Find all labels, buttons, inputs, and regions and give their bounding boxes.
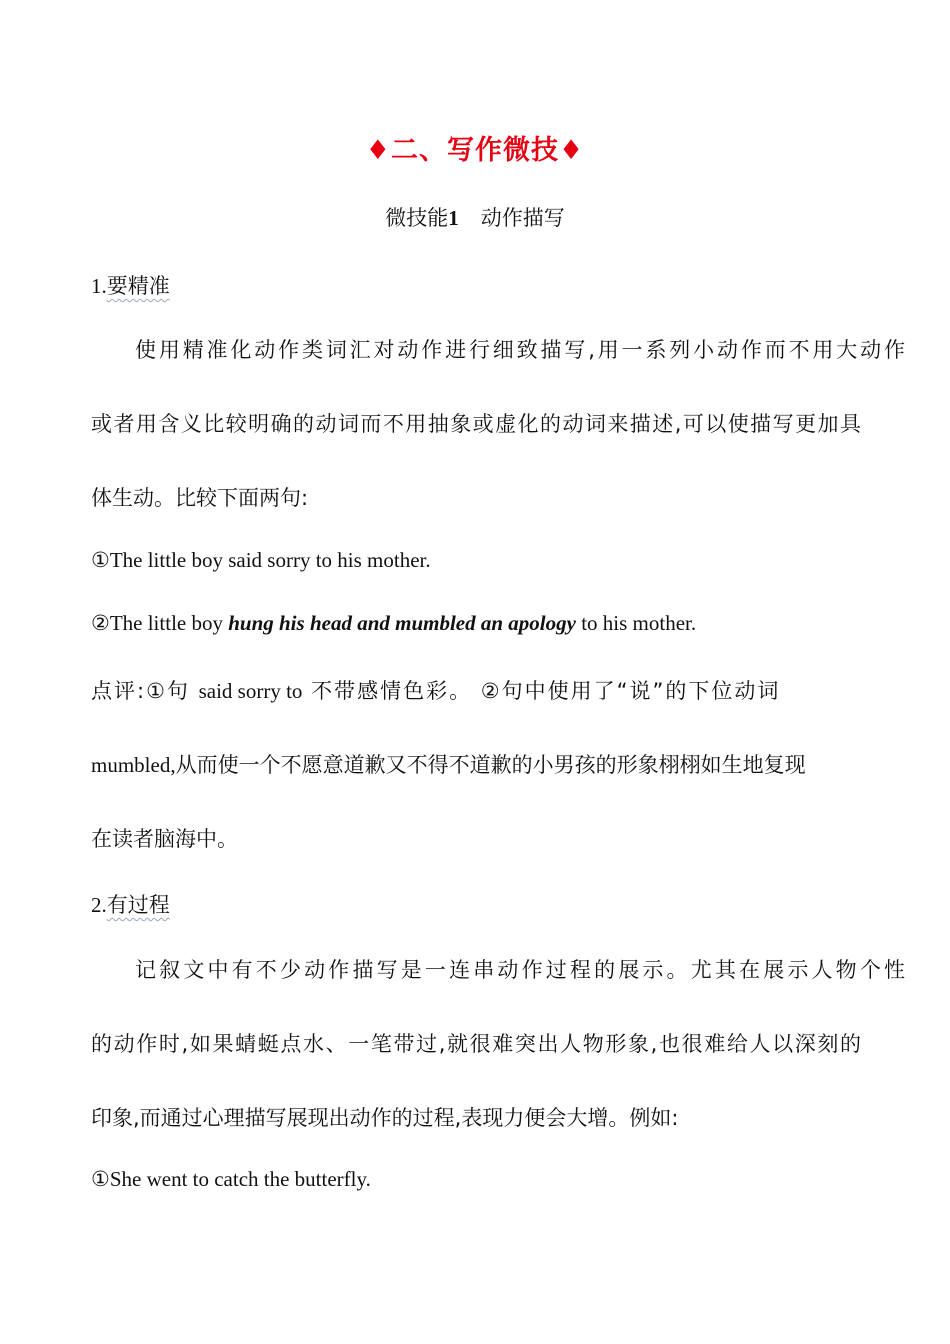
section1-para-line-1: 使用精准化动作类词汇对动作进行细致描写,用一系列小动作而不用大动作 <box>135 338 905 362</box>
section-title: ♦二、写作微技♦ <box>365 135 585 166</box>
comment-cn-1: ①句 <box>146 679 190 703</box>
section1-para-line-3: 体生动。比较下面两句: <box>91 486 309 510</box>
subtitle-topic: 动作描写 <box>480 206 565 230</box>
comment-en-1: said sorry to <box>198 679 303 703</box>
section2-para-line-3: 印象,而通过心理描写展现出动作的过程,表现力便会大增。例如: <box>91 1106 679 1130</box>
section2-example-1: ①She went to catch the butterfly. <box>91 1167 371 1191</box>
section1-label: 要精准 <box>106 274 170 298</box>
section2-label: 有过程 <box>106 893 170 917</box>
subtitle-number: 1 <box>448 206 459 230</box>
comment-line-3: 在读者脑海中。 <box>91 827 238 851</box>
section1-number: 1. <box>91 274 107 298</box>
section1-example-2 <box>91 611 861 636</box>
section2-para-line-1: 记叙文中有不少动作描写是一连串动作过程的展示。尤其在展示人物个性 <box>135 958 905 982</box>
comment-line-1 <box>91 675 861 705</box>
comment-cn-3: 从而使一个不愿意道歉又不得不道歉的小男孩的形象栩栩如生地复现 <box>175 753 806 777</box>
subtitle-prefix: 微技能 <box>385 206 449 230</box>
comment-en-2: mumbled, <box>91 753 176 777</box>
subtitle <box>0 202 950 232</box>
example2-prefix: ②The little boy <box>91 611 229 635</box>
example2-emphasis: hung his head and mumbled an apology <box>228 611 576 635</box>
section2-para-line-2: 的动作时,如果蜻蜓点水、一笔带过,就很难突出人物形象,也很难给人以深刻的 <box>91 1032 861 1056</box>
comment-label: 点评: <box>91 679 147 703</box>
section1-para-line-2: 或者用含义比较明确的动词而不用抽象或虚化的动词来描述,可以使描写更加具 <box>91 412 861 436</box>
section2-number: 2. <box>91 893 107 917</box>
comment-line-2 <box>91 749 861 779</box>
section2-heading <box>91 889 861 919</box>
comment-cn-2: 不带感情色彩。 ②句中使用了“说”的下位动词 <box>311 679 781 703</box>
example2-suffix: to his mother. <box>575 611 697 635</box>
section1-heading <box>91 270 861 300</box>
section1-example-1: ①The little boy said sorry to his mother. <box>91 548 431 572</box>
